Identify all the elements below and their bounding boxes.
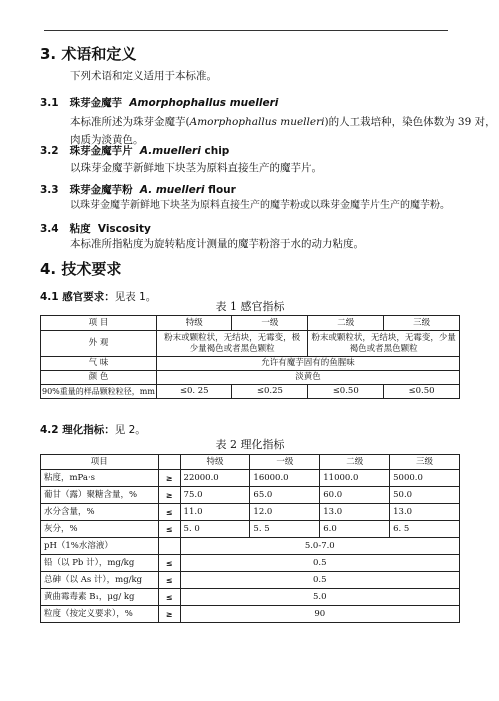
table-row: [41, 521, 460, 538]
term-3-4-heading: [40, 221, 151, 236]
term-name: 珠芽金魔芋: [69, 97, 123, 109]
item-cell: 葡甘（露）聚糖含量，%: [41, 487, 159, 504]
item-cell: pH（1%水溶液）: [41, 538, 159, 555]
table-row: [41, 589, 460, 606]
operator-cell: ≥: [158, 470, 180, 487]
operator-cell: ≥: [158, 606, 180, 623]
value-cell: 淡黄色: [156, 371, 459, 385]
operator-cell: ≤: [158, 521, 180, 538]
header-cell: 二级: [308, 316, 384, 331]
table-row: [41, 331, 460, 357]
value-cell: 6.0: [320, 521, 390, 538]
table-1-caption: 表 1 感官指标: [215, 300, 285, 313]
term-number: 3.1: [40, 97, 59, 109]
value-cell: 22000.0: [180, 470, 250, 487]
value-cell: 粉末或颗粒状，无结块，无霉变，少量褐色或者黑色颗粒: [308, 331, 460, 357]
section-3-heading: 3. 术语和定义: [40, 45, 137, 63]
header-cell: 特级: [180, 455, 250, 470]
table-row: [41, 538, 460, 555]
table-row: [41, 572, 460, 589]
header-cell: 项目: [41, 455, 159, 470]
section-3-intro: 下列术语和定义适用于本标准。: [70, 70, 217, 82]
item-cell: 粒度（按定义要求），%: [41, 606, 159, 623]
term-3-1-definition-cont: 肉质为淡黄色。: [70, 134, 144, 146]
req-4-1: [40, 289, 156, 304]
operator-cell: [158, 538, 180, 555]
item-cell: 粘度，mPa·s: [41, 470, 159, 487]
value-cell: 5000.0: [390, 470, 460, 487]
term-english: chip: [200, 145, 230, 157]
table-2-caption: 表 2 理化指标: [215, 438, 285, 451]
item-cell: 总砷（以 As 计），mg/kg: [41, 572, 159, 589]
item-cell: 铅（以 Pb 计），mg/kg: [41, 555, 159, 572]
table-row: [41, 504, 460, 521]
def-text: )的人工栽培种，染色体数为 39 对，: [324, 116, 496, 128]
table-row: [41, 371, 460, 385]
value-cell: 11000.0: [320, 470, 390, 487]
req-label: 4.2 理化指标：: [40, 424, 115, 436]
header-cell: 三级: [390, 455, 460, 470]
header-rule: [44, 30, 448, 31]
operator-cell: ≤: [158, 555, 180, 572]
value-cell: 13.0: [320, 504, 390, 521]
req-text: 见 2。: [114, 424, 146, 436]
table-1-sensory: [40, 315, 460, 399]
table-row: [41, 555, 460, 572]
req-4-2: [40, 422, 146, 437]
table-row: [41, 470, 460, 487]
item-cell: 颜 色: [41, 371, 157, 385]
value-cell: 粉末或颗粒状，无结块，无霉变，极少量褐色或者黑色颗粒: [156, 331, 307, 357]
req-label: 4.1 感官要求：: [40, 291, 115, 303]
header-cell: 一级: [250, 455, 320, 470]
item-cell: 气 味: [41, 357, 157, 371]
value-cell: 60.0: [320, 487, 390, 504]
value-cell: 75.0: [180, 487, 250, 504]
header-cell: 特级: [156, 316, 232, 331]
term-3-3-definition: 以珠芽金魔芋新鲜地下块茎为原料直接生产的魔芋粉或以珠芽金魔芋片生产的魔芋粉。: [70, 200, 450, 211]
term-name: 珠芽金魔芋粉: [69, 184, 133, 196]
item-cell: 黄曲霉毒素 B₁，μg/ kg: [41, 589, 159, 606]
term-number: 3.4: [40, 223, 59, 235]
term-number: 3.2: [40, 145, 59, 157]
operator-cell: ≤: [158, 572, 180, 589]
def-text: 本标准所述为珠芽金魔芋(: [70, 116, 190, 128]
value-cell: 16000.0: [250, 470, 320, 487]
term-3-4-definition: 本标准所指粘度为旋转粘度计测量的魔芋粉溶于水的动力粘度。: [70, 238, 364, 250]
req-text: 见表 1。: [114, 291, 157, 303]
value-cell: 5.0: [180, 589, 459, 606]
value-cell: ≤0. 25: [156, 385, 232, 399]
table-header-row: [41, 316, 460, 331]
term-3-2-heading: [40, 143, 229, 158]
term-number: 3.3: [40, 184, 59, 196]
value-cell: 13.0: [390, 504, 460, 521]
item-cell: 灰分，%: [41, 521, 159, 538]
table-row: [41, 487, 460, 504]
header-cell: 二级: [320, 455, 390, 470]
value-cell: 12.0: [250, 504, 320, 521]
table-row: [41, 606, 460, 623]
operator-cell: ≤: [158, 589, 180, 606]
term-latin: A. muelleri: [139, 184, 205, 196]
value-cell: 11.0: [180, 504, 250, 521]
term-3-3-heading: [40, 182, 236, 197]
term-3-2-definition: 以珠芽金魔芋新鲜地下块茎为原料直接生产的魔芋片。: [70, 162, 322, 174]
value-cell: 5.0-7.0: [180, 538, 459, 555]
term-english: flour: [204, 184, 236, 196]
item-cell: 水分含量，%: [41, 504, 159, 521]
value-cell: 5. 0: [180, 521, 250, 538]
table-row: [41, 357, 460, 371]
header-cell: [158, 455, 180, 470]
term-name: 粘度: [69, 223, 91, 235]
value-cell: ≤0.25: [232, 385, 308, 399]
value-cell: 90: [180, 606, 459, 623]
table-2-physicochemical: [40, 454, 460, 623]
item-cell: 90%重量的样品颗粒粒径，mm: [41, 385, 157, 399]
header-cell: 一级: [232, 316, 308, 331]
term-3-1-definition: [70, 114, 496, 130]
table-row: [41, 385, 460, 399]
term-latin: A.muelleri: [139, 145, 201, 157]
value-cell: 0.5: [180, 555, 459, 572]
value-cell: 65.0: [250, 487, 320, 504]
table-header-row: [41, 455, 460, 470]
value-cell: 允许有魔芋固有的鱼腥味: [156, 357, 459, 371]
header-cell: 项 目: [41, 316, 157, 331]
def-latin: Amorphophallus muelleri: [189, 116, 325, 128]
term-english: Viscosity: [97, 223, 151, 235]
value-cell: 0.5: [180, 572, 459, 589]
header-cell: 三级: [384, 316, 460, 331]
value-cell: ≤0.50: [384, 385, 460, 399]
operator-cell: ≤: [158, 504, 180, 521]
term-latin: Amorphophallus muelleri: [129, 97, 279, 109]
value-cell: 5. 5: [250, 521, 320, 538]
value-cell: 50.0: [390, 487, 460, 504]
item-cell: 外 观: [41, 331, 157, 357]
value-cell: ≤0.50: [308, 385, 384, 399]
term-3-1-heading: [40, 95, 278, 110]
section-4-heading: 4. 技术要求: [40, 260, 122, 278]
value-cell: 6. 5: [390, 521, 460, 538]
term-name: 珠芽金魔芋片: [69, 145, 133, 157]
operator-cell: ≥: [158, 487, 180, 504]
